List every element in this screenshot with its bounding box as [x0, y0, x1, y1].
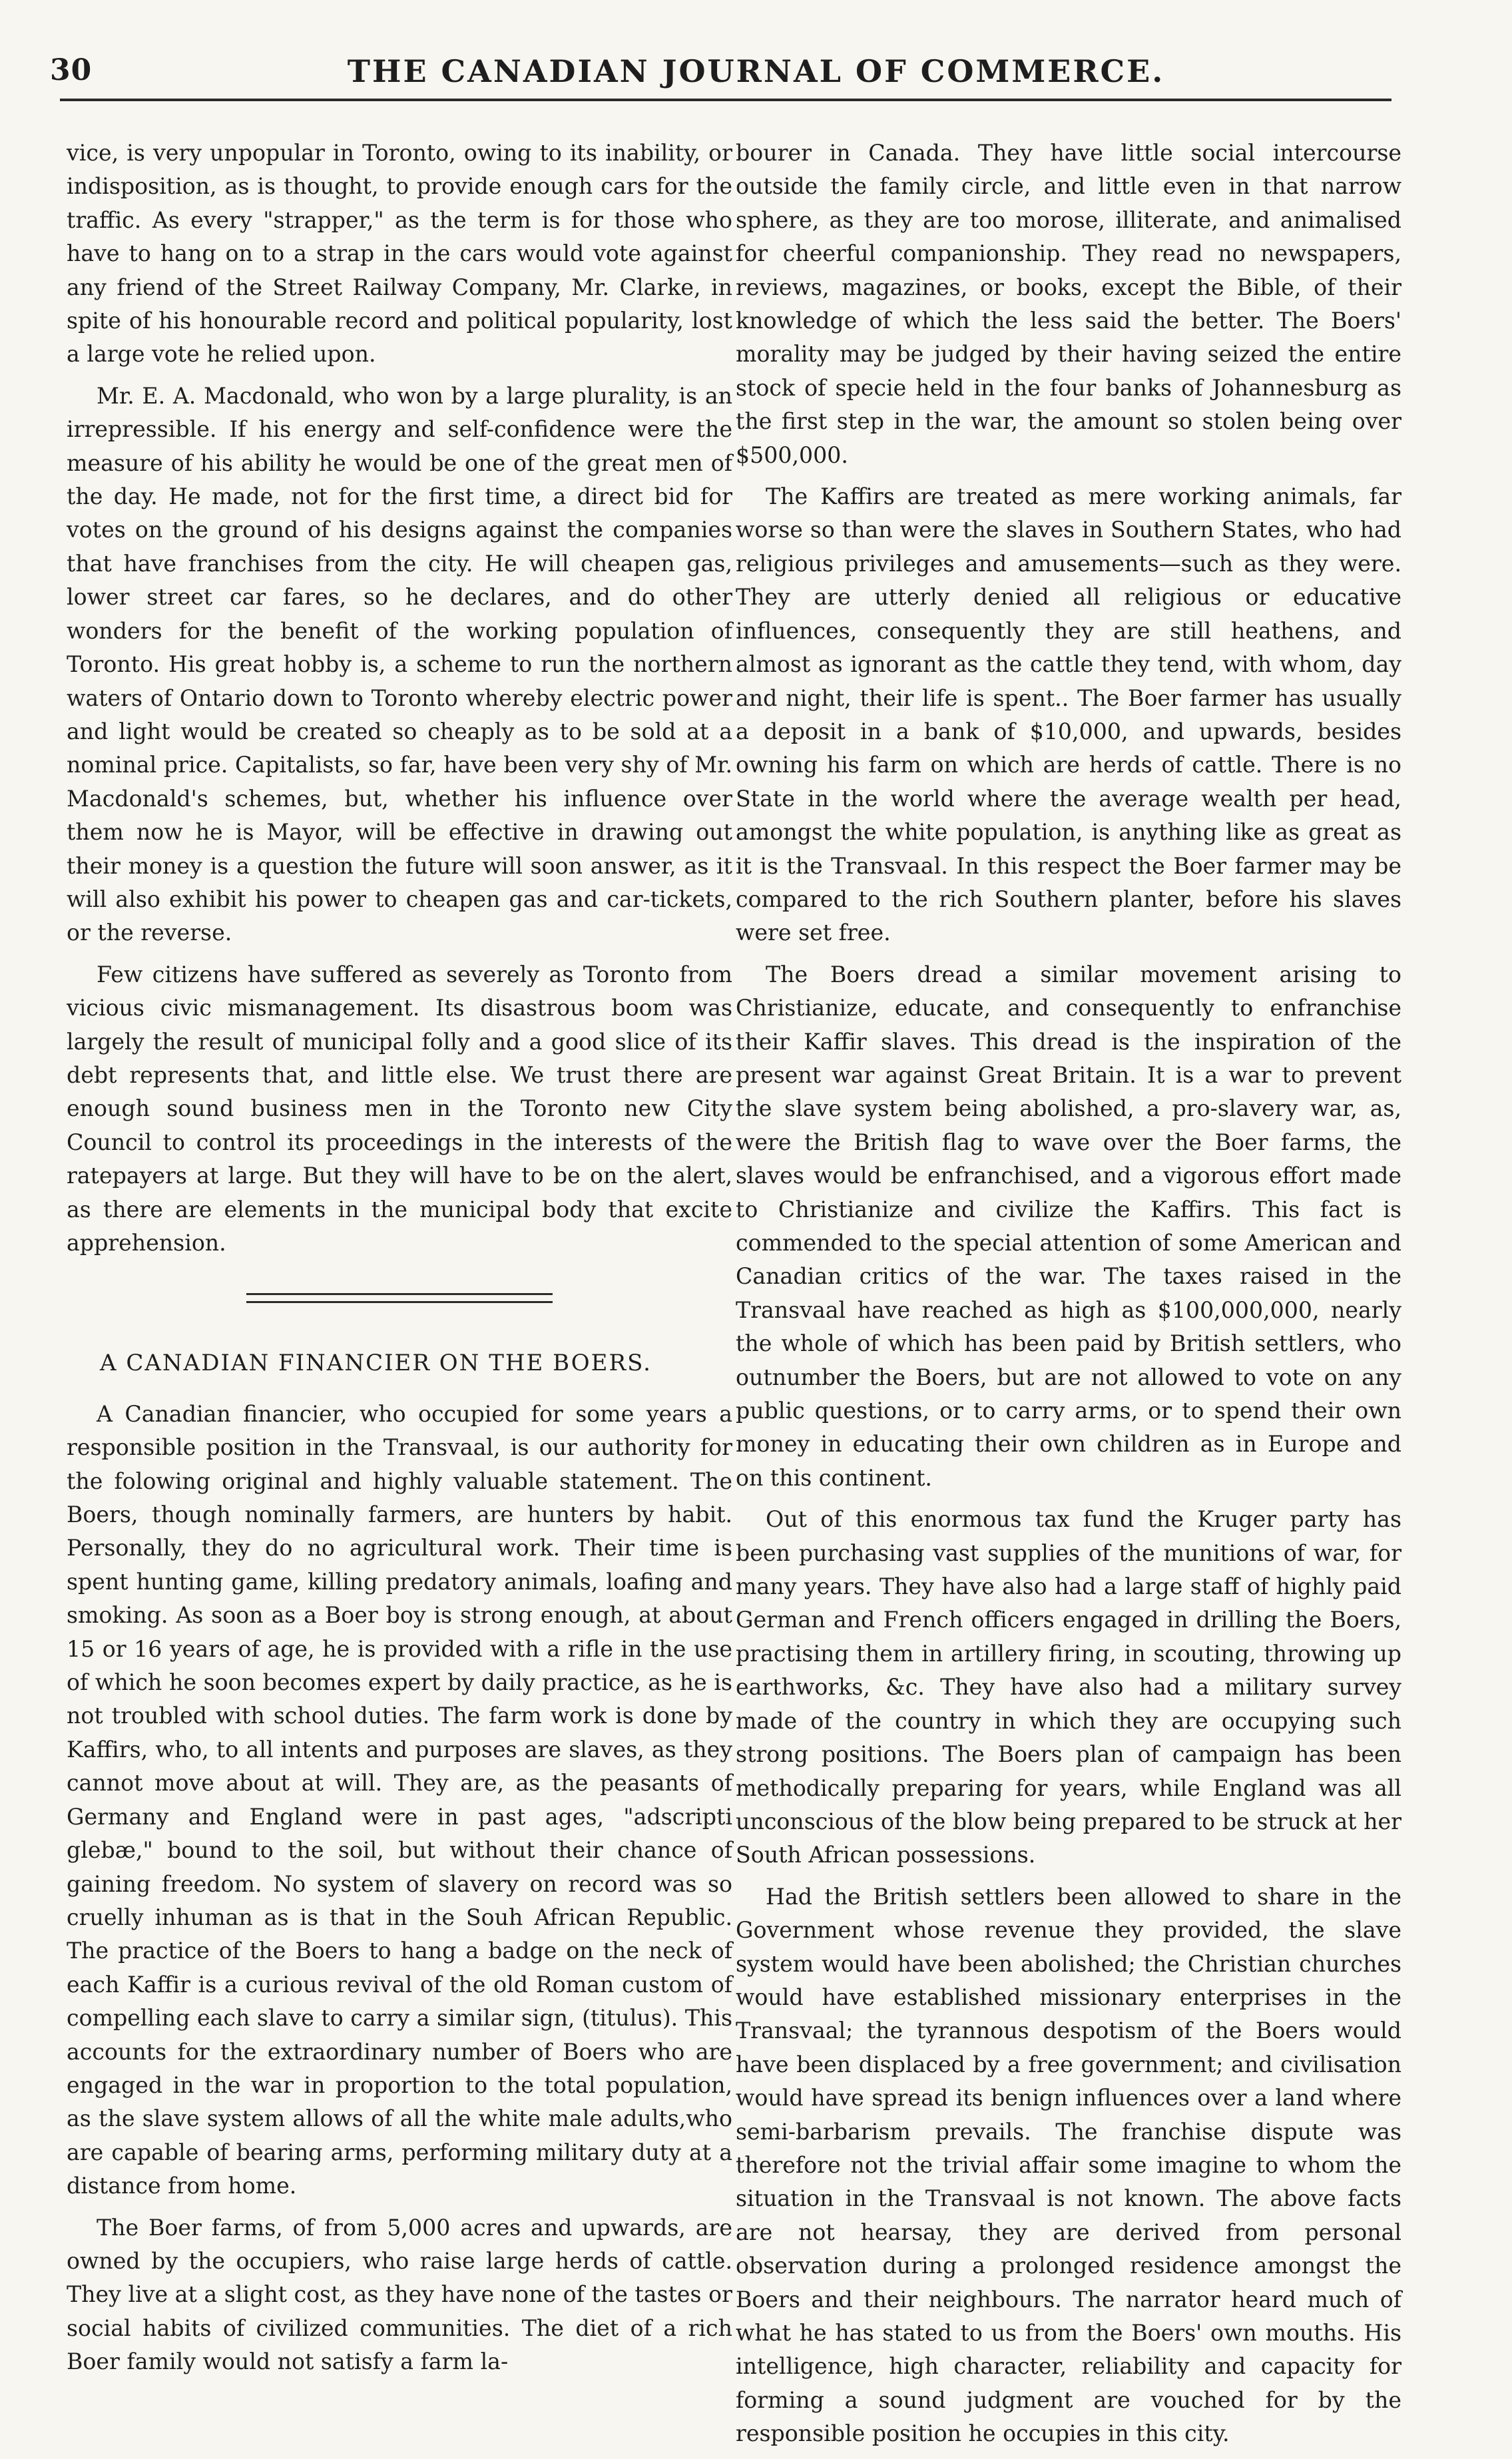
paragraph-continued: bourer in Canada. They have little social intercourse outside the family circle, and little even in that narrow sphere, as they are too morose, illiterate, and animalised for cheerful companionship. They read no newspapers, reviews, magazines, or books, except the Bible, of their knowledge of which the less said the better. The Boers' morality may be judged by their having seized the entire stock of specie held in the four banks of Johannesburg as the first step in the war, the amount so stolen being over $500,000.	[736, 140, 1401, 468]
paragraph: A Canadian financier, who occupied for some years a responsible position in the Transvaal, is our authority for the folowing original and highly valuable statement. The Boers, though nominally farmers, are hunters by habit. Personally, they do no agricultural work. Their time is spent hunting game, killing predatory animals, loafing and smoking. As soon as a Boer boy is strong enough, at about 15 or 16 years of age, he is provided with a rifle in the use of which he soon becomes expert by daily practice, as he is not troubled with school duties. The farm work is done by Kaffirs, who, to all intents and purposes are slaves, as they cannot move about at will. They are, as the peasants of Germany and England were in past ages, "adscripti glebæ," bound to the soil, but without their chance of gaining freedom. No system of slavery on record was so cruelly inhuman as is that in the Souh African Republic. The practice of the Boers to hang a badge on the neck of each Kaffir is a curious revival of the old Roman custom of compelling each slave to carry a similar sign, (titulus). This accounts for the extraordinary number of Boers who are engaged in the war in proportion to the total population, as the slave system allows of all the white male adults,who are capable of bearing arms, performing military duty at a distance from home.	[67, 1400, 732, 2199]
section-divider	[67, 1268, 732, 1334]
journal-title: THE CANADIAN JOURNAL OF COMMERCE.	[347, 53, 1165, 89]
paragraph-continued: vice, is very unpopular in Toronto, owing to its inability, or indisposition, as is thought, to provide enough cars for the traffic. As every "strapper," as the term is for those who have to hang on to a strap in the cars would vote against any friend of the Street Railway Company, Mr. Clarke, in spite of his honourable record and political popularity, lost a large vote he relied upon.	[67, 140, 732, 368]
section-title: A CANADIAN FINANCIER ON THE BOERS.	[100, 1350, 652, 1377]
divider-line	[246, 1301, 553, 1303]
paragraph: Few citizens have suffered as severely as Toronto from vicious civic mismanagement. Its disastrous boom was largely the result of municipal folly and a good slice of its debt represents that, and little else. We trust there are enough sound business men in the Toronto new City Council to control its proceedings in the interests of the ratepayers at large. But they will have to be on the alert, as there are elements in the municipal body that excite apprehension.	[67, 961, 732, 1256]
paragraph: The Boer farms, of from 5,000 acres and upwards, are owned by the occupiers, who raise large herds of cattle. They live at a slight cost, as they have none of the tastes or social habits of civilized communities. The diet of a rich Boer family would not satisfy a farm la-	[67, 2214, 732, 2375]
left-column	[67, 137, 732, 2387]
divider-line	[246, 1293, 553, 1295]
paragraph: The Boers dread a similar movement arising to Christianize, educate, and consequently to enfranchise their Kaffir slaves. This dread is the inspiration of the present war against Great Britain. It is a war to prevent the slave system being abolished, a pro-slavery war, as, were the British flag to wave over the Boer farms, the slaves would be enfranchised, and a vigorous effort made to Christianize and civilize the Kaffirs. This fact is commended to the special attention of some American and Canadian critics of the war. The taxes raised in the Transvaal have reached as high as $100,000,000, nearly the whole of which has been paid by British settlers, who outnumber the Boers, but are not allowed to vote on any public questions, or to carry arms, or to spend their own money in educating their own children as in Europe and on this continent.	[736, 961, 1401, 1491]
paragraph: Out of this enormous tax fund the Kruger party has been purchasing vast supplies of the munitions of war, for many years. They have also had a large staff of highly paid German and French officers engaged in drilling the Boers, practising them in artillery firing, in scouting, throwing up earthworks, &c. They have also had a military survey made of the country in which they are occupying such strong positions. The Boers plan of campaign has been methodically preparing for years, while England was all unconscious of the blow being prepared to be struck at her South African possessions.	[736, 1506, 1401, 1868]
page-number: 30	[50, 53, 93, 87]
paragraph: The Kaffirs are treated as mere working animals, far worse so than were the slaves in Southern States, who had religious privileges and amusements—such as they were. They are utterly denied all religious or educative influences, consequently they are still heathens, and almost as ignorant as the cattle they tend, with whom, day and night, their life is spent.. The Boer farmer has usually a deposit in a bank of $10,000, and upwards, besides owning his farm on which are herds of cattle. There is no State in the world where the average wealth per head, amongst the white population, is anything like as great as it is the Transvaal. In this respect the Boer farmer may be compared to the rich Southern planter, before his slaves were set free.	[736, 483, 1401, 946]
paragraph: Had the British settlers been allowed to share in the Government whose revenue they provided, the slave system would have been abolished; the Christian churches would have established missionary enterprises in the Transvaal; the tyrannous despotism of the Boers would have been displaced by a free government; and civilisation would have spread its benign influences over a land where semi-barbarism prevails. The franchise dispute was therefore not the trivial affair some imagine to whom the situation in the Transvaal is not known. The above facts are not hearsay, they are derived from personal observation during a prolonged residence amongst the Boers and their neighbours. The narrator heard much of what he has stated to us from the Boers' own mouths. His intelligence, high character, reliability and capacity for forming a sound judgment are vouched for by the responsible position he occupies in this city.	[736, 1883, 1401, 2447]
header-rule	[60, 99, 1391, 101]
right-column	[736, 137, 1401, 2459]
page-header	[0, 47, 1512, 107]
paragraph: Mr. E. A. Macdonald, who won by a large plurality, is an irrepressible. If his energy and self-confidence were the measure of his ability he would be one of the great men of the day. He made, not for the first time, a direct bid for votes on the ground of his designs against the companies that have franchises from the city. He will cheapen gas, lower street car fares, so he declares, and do other wonders for the benefit of the working population of Toronto. His great hobby is, a scheme to run the northern waters of Ontario down to Toronto whereby electric power and light would be created so cheaply as to be sold at a nominal price. Capitalists, so far, have been very shy of Mr. Macdonald's schemes, but, whether his influence over them now he is Mayor, will be effective in drawing out their money is a question the future will soon answer, as it will also exhibit his power to cheapen gas and car-tickets, or the reverse.	[67, 382, 732, 946]
